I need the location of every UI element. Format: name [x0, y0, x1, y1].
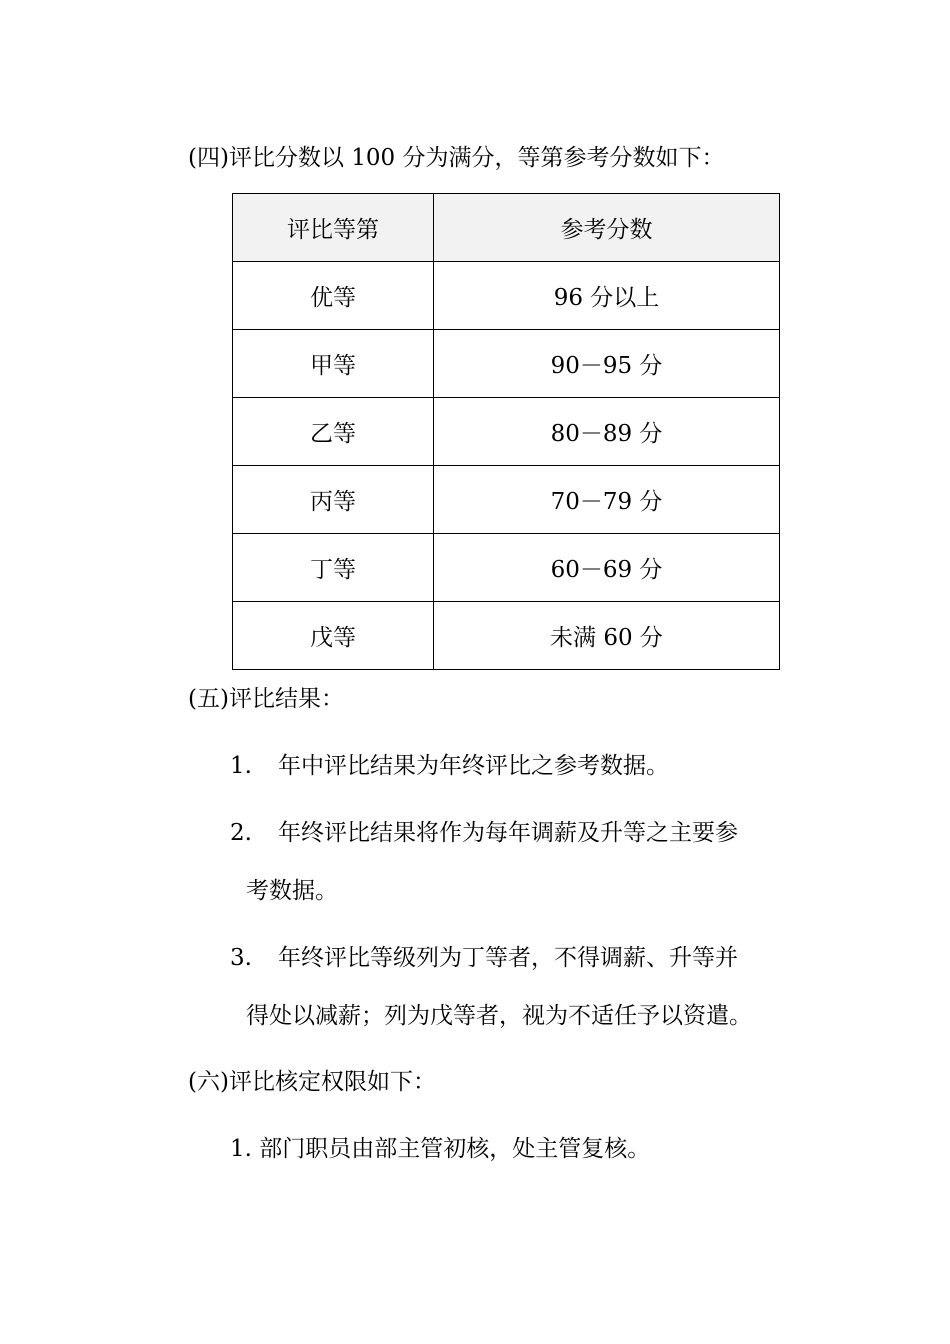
list-text-continuation: 考数据。: [246, 878, 338, 904]
table-row: [233, 262, 780, 330]
header-score: 参考分数: [434, 194, 780, 262]
grade-cell: 优等: [233, 262, 434, 330]
list-text-continuation: 得处以减薪；列为戊等者，视为不适任予以资遣。: [246, 1003, 752, 1029]
grade-cell: 戊等: [233, 602, 434, 670]
list-number: 3.: [230, 945, 252, 971]
grade-cell: 丙等: [233, 466, 434, 534]
table-header-row: [233, 194, 780, 262]
list-text: 年中评比结果为年终评比之参考数据。: [278, 753, 669, 779]
section-6-heading: (六)评比核定权限如下：: [188, 1069, 436, 1095]
grade-score-table: [232, 193, 780, 670]
table-row: [233, 330, 780, 398]
score-cell: 70－79 分: [434, 466, 780, 534]
score-cell: 96 分以上: [434, 262, 780, 330]
table-row: [233, 398, 780, 466]
score-cell: 80－89 分: [434, 398, 780, 466]
list-item: [230, 818, 738, 848]
list-number: 2.: [230, 820, 252, 846]
table-row: [233, 602, 780, 670]
section-5-heading: (五)评比结果：: [188, 686, 344, 712]
list-item: [230, 751, 669, 781]
score-cell: 60－69 分: [434, 534, 780, 602]
list-text: 年终评比结果将作为每年调薪及升等之主要参: [278, 820, 738, 846]
table-row: [233, 466, 780, 534]
list-item: 1. 部门职员由部主管初核，处主管复核。: [230, 1136, 651, 1162]
list-text: 年终评比等级列为丁等者，不得调薪、升等并: [278, 945, 738, 971]
header-grade: 评比等第: [233, 194, 434, 262]
score-cell: 90－95 分: [434, 330, 780, 398]
grade-cell: 乙等: [233, 398, 434, 466]
grade-cell: 甲等: [233, 330, 434, 398]
table-row: [233, 534, 780, 602]
grade-cell: 丁等: [233, 534, 434, 602]
score-cell: 未满 60 分: [434, 602, 780, 670]
section-4-heading: (四)评比分数以 100 分为满分，等第参考分数如下：: [188, 145, 725, 171]
list-item: [230, 943, 738, 973]
list-number: 1.: [230, 753, 252, 779]
